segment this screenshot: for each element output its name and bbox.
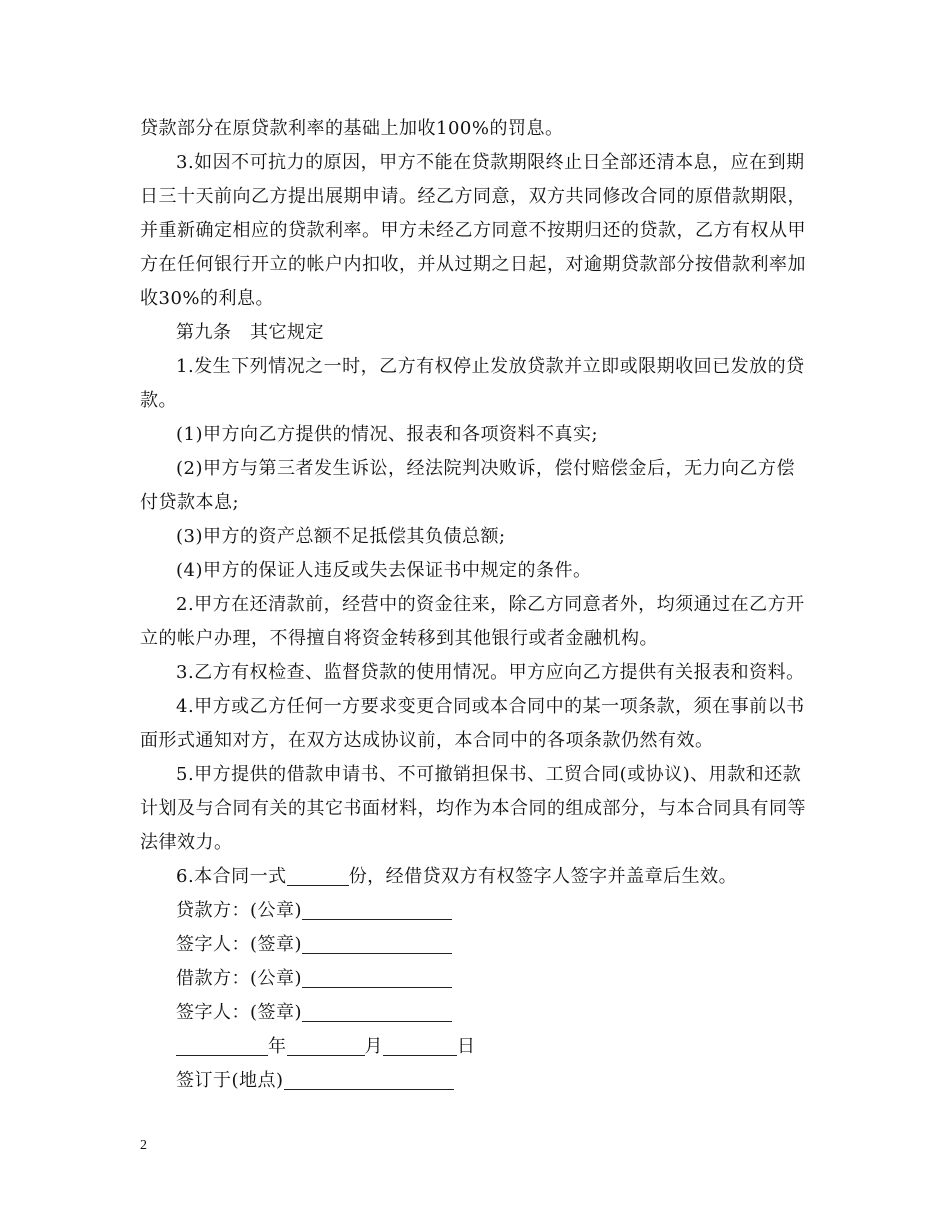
location-blank[interactable]: [284, 1069, 454, 1090]
copies-blank[interactable]: [287, 865, 349, 886]
text-line: 日三十天前向乙方提出展期申请。经乙方同意，双方共同修改合同的原借款期限，: [140, 186, 806, 207]
text-line: (3)甲方的资产总额不足抵偿其负债总额;: [176, 526, 506, 547]
location-line: [140, 1064, 812, 1098]
borrower-seal-blank[interactable]: [302, 967, 452, 988]
lender-signer-blank[interactable]: [302, 933, 452, 954]
year-label: 年: [268, 1036, 287, 1057]
lender-label: 贷款方：(公章): [176, 900, 303, 921]
text-line: 面形式通知对方，在双方达成协议前，本合同中的各项条款仍然有效。: [140, 730, 714, 751]
text-line: (1)甲方向乙方提供的情况、报表和各项资料不真实;: [176, 424, 599, 445]
clause-6-suffix: 份，经借贷双方有权签字人签字并盖章后生效。: [348, 866, 738, 887]
text-line: (4)甲方的保证人违反或失去保证书中规定的条件。: [176, 560, 592, 581]
text-line: 5.甲方提供的借款申请书、不可撤销担保书、工贸合同(或协议)、用款和还款: [176, 764, 802, 785]
text-line: 并重新确定相应的贷款利率。甲方未经乙方同意不按期归还的贷款，乙方有权从甲: [140, 220, 806, 241]
text-line: 2.甲方在还清款前，经营中的资金往来，除乙方同意者外，均须通过在乙方开: [176, 594, 805, 615]
day-label: 日: [457, 1036, 476, 1057]
document-body: [140, 112, 812, 1098]
date-line: [140, 1030, 812, 1064]
text-line: 3.乙方有权检查、监督贷款的使用情况。甲方应向乙方提供有关报表和资料。: [176, 662, 805, 683]
month-blank[interactable]: [287, 1035, 365, 1056]
location-label: 签订于(地点): [176, 1070, 284, 1091]
lender-signer-line: [140, 928, 812, 962]
borrower-signer-label: 签字人：(签章): [176, 1002, 303, 1023]
text-line: 计划及与合同有关的其它书面材料，均作为本合同的组成部分，与本合同具有同等: [140, 798, 806, 819]
year-blank[interactable]: [176, 1035, 268, 1056]
text-line: 付贷款本息;: [140, 492, 240, 513]
text-line: 收30%的利息。: [140, 288, 275, 309]
text-line: 1.发生下列情况之一时，乙方有权停止发放贷款并立即或限期收回已发放的贷: [176, 356, 805, 377]
borrower-signer-line: [140, 996, 812, 1030]
text-line: (2)甲方与第三者发生诉讼，经法院判决败诉，偿付赔偿金后，无力向乙方偿: [176, 458, 795, 479]
borrower-seal-line: [140, 962, 812, 996]
text-line: 方在任何银行开立的帐户内扣收，并从过期之日起，对逾期贷款部分按借款利率加: [140, 254, 806, 275]
page-number: 2: [140, 1138, 147, 1153]
article-heading: 第九条 其它规定: [176, 322, 324, 343]
text-line: 3.如因不可抗力的原因，甲方不能在贷款期限终止日全部还清本息，应在到期: [176, 152, 805, 173]
borrower-signer-blank[interactable]: [302, 1001, 452, 1022]
borrower-label: 借款方：(公章): [176, 968, 303, 989]
lender-seal-blank[interactable]: [302, 899, 452, 920]
text-line: 立的帐户办理，不得擅自将资金转移到其他银行或者金融机构。: [140, 628, 658, 649]
lender-signer-label: 签字人：(签章): [176, 934, 303, 955]
text-line: 款。: [140, 390, 177, 411]
text-line: 贷款部分在原贷款利率的基础上加收100%的罚息。: [140, 118, 564, 139]
day-blank[interactable]: [383, 1035, 457, 1056]
text-line: 法律效力。: [140, 832, 233, 853]
month-label: 月: [364, 1036, 383, 1057]
text-line: 4.甲方或乙方任何一方要求变更合同或本合同中的某一项条款，须在事前以书: [176, 696, 805, 717]
lender-seal-line: [140, 894, 812, 928]
clause-6-prefix: 6.本合同一式: [176, 866, 287, 887]
clause-6-line: [140, 860, 812, 894]
